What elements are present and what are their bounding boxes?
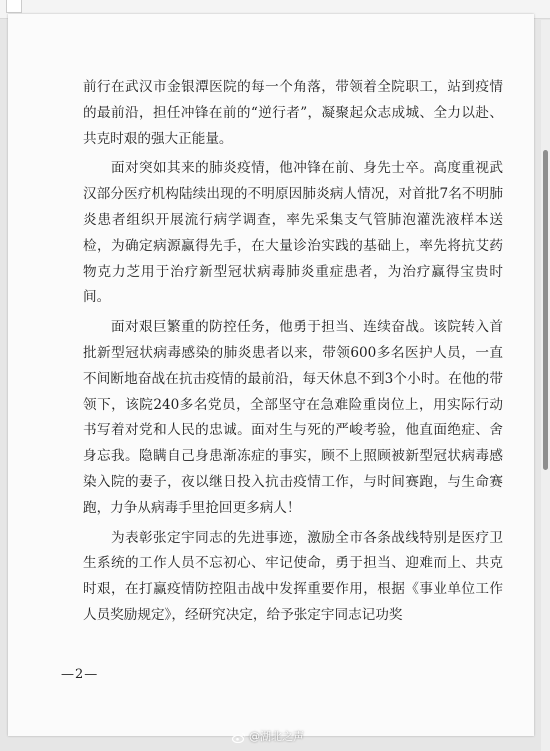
paragraph-1: 前行在武汉市金银潭医院的每一个角落，带领着全院职工，站到疫情的最前沿，担任冲锋在前的“逆行者”，凝聚起众志成城、全力以赴、共克时艰的强大正能量。	[83, 79, 503, 147]
paragraph-3: 面对艰巨繁重的防控任务，他勇于担当、连续奋战。该院转入首批新型冠状病毒感染的肺炎患者以来，带领600多名医护人员，一直不间断地奋战在抗击疫情的最前沿，每天休息不到3个小时。在他的带领下，该院240多名党员，全部坚守在急难险重岗位上，用实际行动书写着对党和人民的忠诚。面对生与死的严峻考验，他直面绝症、舍身忘我。隐瞒自己身患渐冻症的事实，顾不上照顾被新型冠状病毒感染入院的妻子，夜以继日投入抗击疫情工作，与时间赛跑，与生命赛跑，力争从病毒手里抢回更多病人！	[83, 319, 503, 516]
viewer-tab[interactable]	[6, 0, 22, 13]
weibo-watermark	[232, 728, 304, 744]
document-body	[83, 75, 503, 633]
vertical-scrollbar[interactable]	[541, 20, 550, 751]
weibo-logo-icon	[232, 732, 246, 743]
page-number: —2—	[61, 667, 99, 682]
watermark-text: @湖北之声	[249, 730, 304, 743]
paragraph-4: 为表彰张定宇同志的先进事迹，激励全市各条战线特别是医疗卫生系统的工作人员不忘初心、牢记使命，勇于担当、迎难而上、共克时艰，在打赢疫情防控阻击战中发挥重要作用，根据《事业单位工作人员奖励规定》，经研究决定，给予张定宇同志记功奖	[83, 529, 503, 623]
scrollbar-thumb[interactable]	[543, 150, 548, 470]
paragraph-2: 面对突如其来的肺炎疫情，他冲锋在前、身先士卒。高度重视武汉部分医疗机构陆续出现的不明原因肺炎病人情况，对首批7名不明肺炎患者组织开展流行病学调查，率先采集支气管肺泡灌洗液样本送检，为确定病源赢得先手，在大量诊治实践的基础上，率先将抗艾药物克力芝用于治疗新型冠状病毒肺炎重症患者，为治疗赢得宝贵时间。	[83, 160, 503, 306]
